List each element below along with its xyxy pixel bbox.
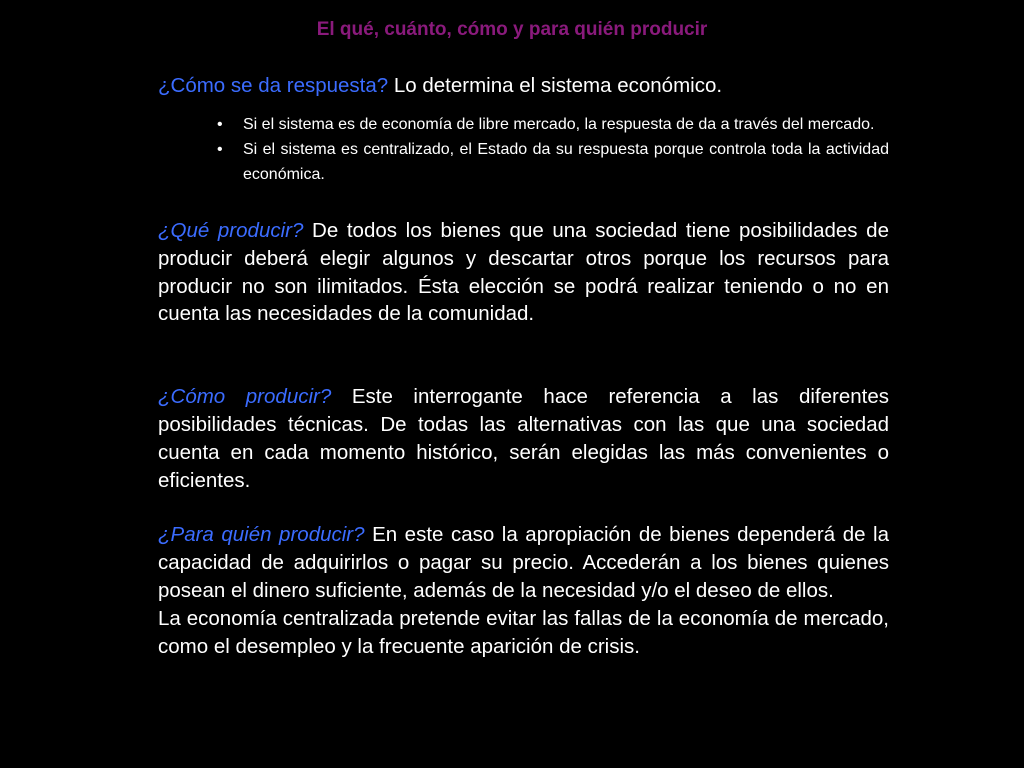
- intro-text: Lo determina el sistema económico.: [388, 74, 723, 97]
- bullet-list: [158, 112, 889, 187]
- section-text: De todos los bienes que una sociedad tiene posibilidades de producir deberá elegir algunos y descartar otros porque los recursos para producir no son ilimitados. Ésta elección se podrá realizar teniendo o no en cuenta las necesidades de la comunidad.: [158, 219, 889, 326]
- intro-line: [158, 72, 889, 100]
- section-como-producir: [158, 383, 889, 494]
- slide-content: [158, 72, 889, 660]
- section-question: ¿Para quién producir?: [158, 523, 365, 547]
- bullet-text: Si el sistema es centralizado, el Estado da su respuesta porque controla toda la actividad económica.: [243, 141, 889, 183]
- section-question: ¿Cómo producir?: [158, 385, 332, 409]
- intro-question: ¿Cómo se da respuesta?: [158, 74, 389, 97]
- bullet-text: Si el sistema es de economía de libre mercado, la respuesta de da a través del mercado.: [243, 116, 875, 133]
- bullet-dot-icon: •: [217, 141, 223, 158]
- bullet-item: [217, 112, 889, 137]
- section-para-quien-producir: [158, 521, 889, 604]
- slide-title: El qué, cuánto, cómo y para quién producir: [316, 19, 708, 40]
- bullet-dot-icon: •: [217, 116, 223, 133]
- section-que-producir: [158, 217, 889, 328]
- closing-paragraph: La economía centralizada pretende evitar las fallas de la economía de mercado, como el desempleo y la frecuente aparición de crisis.: [158, 606, 889, 658]
- section-question: ¿Qué producir?: [158, 219, 304, 242]
- bullet-item: [217, 137, 889, 187]
- section-text: En este caso la apropiación de bienes dependerá de la capacidad de adquirirlos o pagar su precio. Accederán a los bienes quienes posean el dinero suficiente, además de la necesidad y/o el deseo de ellos.: [158, 523, 889, 602]
- section-text: Este interrogante hace referencia a las diferentes posibilidades técnicas. De todas las alternativas con las que una sociedad cuenta en cada momento histórico, serán elegidas las más convenientes o eficientes.: [158, 385, 889, 492]
